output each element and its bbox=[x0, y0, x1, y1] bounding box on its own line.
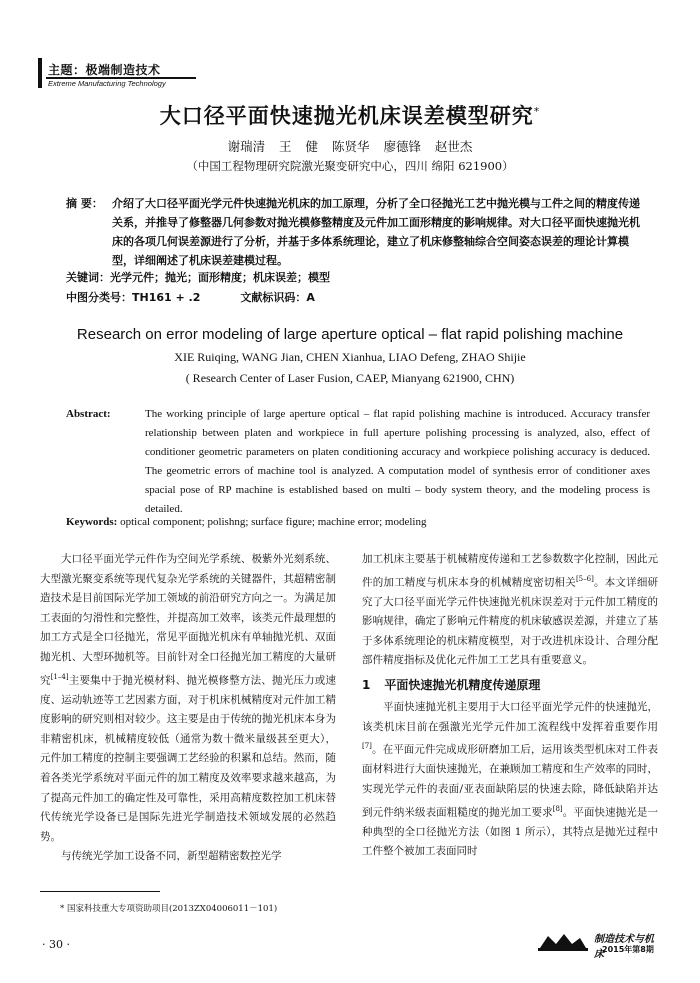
abstract-en-label: Abstract: bbox=[66, 408, 111, 420]
section-title: 平面快速抛光机精度传递原理 bbox=[384, 678, 541, 693]
text-run: 。本文详细研究了大口径平面光学元件快速抛光机床误差对于元件加工精度的影响规律，确定了影响元件精度的机床敏感误差源，并建立了基于多体系统理论的机床精度模型，对于改进机床设计、合理分配部件精度指标及优化元件加工工艺具有重要意义。 bbox=[362, 576, 659, 667]
section-number: 1 bbox=[362, 678, 371, 693]
keywords-en-text: optical component; polishng; surface figure; machine error; modeling bbox=[117, 516, 427, 528]
page-number: · 30 · bbox=[42, 938, 70, 951]
section-heading bbox=[362, 673, 658, 698]
text-run: 。平面快速抛光是一种典型的全口径抛光方法（如图 1 所示），其特点是抛光过程中工件整个被加工表面同时 bbox=[362, 806, 658, 858]
affiliation-en: ( Research Center of Laser Fusion, CAEP, Mianyang 621900, CHN) bbox=[185, 371, 515, 385]
affiliation-cn: （中国工程物理研究院激光聚变研究中心，四川 绵阳 621900） bbox=[186, 159, 514, 173]
body-paragraph: 与传统光学加工设备不同，新型超精密数控光学 bbox=[61, 850, 282, 863]
journal-name: 制造技术与机床 bbox=[594, 934, 654, 960]
authors-cn: 谢瑞清 王 健 陈贤华 廖德锋 赵世杰 bbox=[227, 139, 473, 154]
text-run: 平面快速抛光机主要用于大口径平面光学元件的快速抛光，该类机床目前在强激光光学元件加工流程线中发挥着重要作用 bbox=[362, 701, 658, 733]
footnote: * 国家科技重大专项资助项目(2013ZX04006011－101) bbox=[60, 904, 278, 914]
header-topic: 主题：极端制造技术 bbox=[48, 63, 161, 77]
body-paragraph bbox=[362, 550, 658, 671]
text-run: 。在平面元件完成成形研磨加工后，运用该类型机床对工件表面材料进行大面快速抛光，在兼顾加工精度和生产效率的同时，实现光学元件的表面/亚表面缺陷层的快速去除，降低缺陷并达到元件纳米级表面粗糙度的抛光加工要求 bbox=[362, 743, 658, 819]
paper-title-cn bbox=[0, 100, 700, 130]
footnote-rule bbox=[40, 891, 160, 892]
keywords-en-label: Keywords: bbox=[66, 516, 118, 528]
body-paragraph bbox=[362, 698, 658, 862]
title-footnote-mark: * bbox=[533, 105, 541, 118]
header-topic-en: Extreme Manufacturing Technology bbox=[48, 79, 166, 88]
doc-code-cn: 文献标识码：A bbox=[240, 291, 315, 304]
journal-logo-icon bbox=[538, 930, 588, 952]
journal-issue: 2015年第8期 bbox=[602, 945, 654, 954]
journal-brand bbox=[538, 926, 663, 958]
body-column-left bbox=[40, 550, 336, 867]
citation[interactable]: [7] bbox=[362, 742, 372, 751]
body-column-right bbox=[362, 550, 658, 862]
abstract-en-text: The working principle of large aperture optical – flat rapid polishing machine is introduced. Accuracy transfer relationship between platen and workpiece in full aperture polishing processing is analyzed, also, effect of conditioner geometric parameters on platen conditioning accuracy and workpiece polishing accuracy is deduced. The geometric errors of machine tool is analyzed. A computation model of synthesis error of conditioner axes spacial pose of RP machine is established based on multi – body system theory, and the modeling process is detailed. bbox=[145, 408, 650, 515]
text-run: 主要集中于抛光模材料、抛光模修整方法、抛光压力或速度、运动轨迹等工艺因素方面，对于机床机械精度对元件加工精度影响的研究则相对较少。这主要是由于传统的抛光机床本身为非精密机床，机械精度较低（通常为数十微米量级甚至更大），元件加工精度的控制主要强调工艺经验的积累和总结。然而，随着各类光学系统对平面元件的加工精度及效率要求越来越高，为了提高元件加工的确定性及可靠性，采用高精度数控加工机床替代传统光学设备已是国际先进光学制造技术领域发展的必然趋势。 bbox=[40, 674, 337, 843]
text-run: 加工机床主要基于机械精度传递和工艺参数数字化控制，因此元件的加工精度与机床本身的机械精度密切相关 bbox=[362, 553, 658, 589]
abstract-cn-label: 摘 要： bbox=[66, 197, 103, 210]
abstract-en bbox=[66, 405, 650, 519]
body-paragraph bbox=[40, 550, 336, 847]
title-cn-text: 大口径平面快速抛光机床误差模型研究 bbox=[159, 104, 534, 128]
keywords-en bbox=[66, 516, 426, 528]
abstract-cn-text: 介绍了大口径平面光学元件快速抛光机床的加工原理，分析了全口径抛光工艺中抛光模与工件之间的精度传递关系，并推导了修整器几何参数对抛光模修整精度及元件加工面形精度的影响规律。对大口径平面快速抛光机床的各项几何误差源进行了分析，并基于多体系统理论，建立了机床修整轴综合空间姿态误差的理论计算模型，详细阐述了机床误差建模过程。 bbox=[112, 197, 640, 267]
citation[interactable]: [8] bbox=[552, 804, 563, 813]
header-bar bbox=[38, 58, 42, 88]
paper-title-en: Research on error modeling of large aperture optical – flat rapid polishing machine bbox=[76, 326, 624, 343]
citation[interactable]: [5–6] bbox=[575, 574, 594, 583]
classification-line bbox=[66, 289, 315, 305]
text-run: 大口径平面光学元件作为空间光学系统、极紫外光刻系统、大型激光聚变系统等现代复杂光学系统的关键器件，其超精密制造技术是目前国际光学加工领域的前沿研究方向之一。为满足加工表面的匀滑性和完整性，并提高加工效率，该类元件最理想的加工方式是全口径抛光，常见平面抛光机床有单轴抛光机、双面抛光机、大型环抛机等。目前针对全口径抛光加工精度的大量研究 bbox=[40, 553, 336, 687]
authors-en: XIE Ruiqing, WANG Jian, CHEN Xianhua, LIAO Defeng, ZHAO Shijie bbox=[174, 350, 526, 364]
citation[interactable]: [1–4] bbox=[50, 672, 69, 681]
abstract-cn bbox=[66, 194, 650, 270]
keywords-cn: 关键词：光学元件；抛光；面形精度；机床误差；模型 bbox=[66, 271, 330, 284]
classification-cn: 中图分类号：TH161 + .2 bbox=[66, 291, 201, 304]
